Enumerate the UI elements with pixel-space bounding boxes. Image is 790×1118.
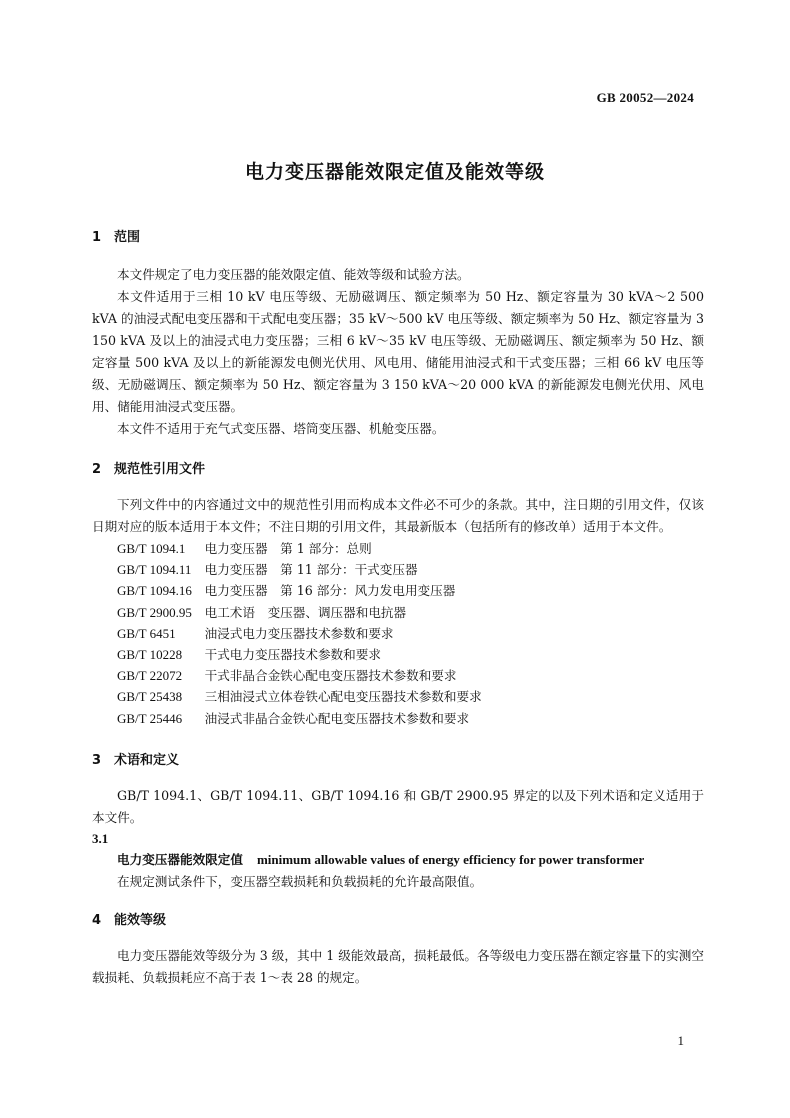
section-number: 1 [92,230,102,245]
section-number: 2 [92,462,102,477]
paragraph: GB/T 1094.1、GB/T 1094.11、GB/T 1094.16 和 GB/T 2900.95 界定的以及下列术语和定义适用于本文件。 [92,787,704,825]
section-2-heading [92,460,704,480]
section-title: 范围 [114,230,141,245]
reference-title: 电力变压器 第 1 部分：总则 [204,541,372,556]
term-heading [92,849,704,871]
reference-title: 三相油浸式立体卷铁心配电变压器技术参数和要求 [204,689,482,705]
reference-title: 电力变压器 第 16 部分：风力发电用变压器 [204,583,456,599]
reference-code: GB/T 1094.16 [117,583,192,599]
paragraph: 下列文件中的内容通过文中的规范性引用而构成本文件必不可少的条款。其中，注日期的引用文件，仅该日期对应的版本适用于本文件；不注日期的引用文件，其最新版本（包括所有的修改单）适用于本文件。 [92,497,704,534]
section-title: 术语和定义 [114,752,180,768]
section-3-heading [92,751,704,771]
reference-code: GB/T 25446 [117,710,183,726]
section-number: 4 [92,912,102,928]
reference-code: GB/T 6451 [117,625,176,641]
reference-title: 干式非晶合金铁心配电变压器技术参数和要求 [204,668,457,684]
reference-item [92,644,704,665]
reference-item [92,708,704,729]
reference-code: GB/T 25438 [117,689,183,705]
section-title: 能效等级 [114,912,167,928]
page-number: 1 [677,1033,684,1048]
section-title: 规范性引用文件 [114,462,206,477]
section-1-heading [92,228,704,248]
standard-number: GB 20052—2024 [596,90,694,105]
document-body [92,228,704,989]
reference-code: GB/T 22072 [117,668,183,684]
reference-code: GB/T 1094.11 [117,562,192,578]
paragraph: 本文件不适用于充气式变压器、塔筒变压器、机舱变压器。 [117,421,445,436]
reference-title: 油浸式电力变压器技术参数和要求 [204,625,394,641]
reference-code: GB/T 10228 [117,647,183,663]
paragraph: 电力变压器能效等级分为 3 级，其中 1 级能效最高，损耗最低。各等级电力变压器在额定容量下的实测空载损耗、负载损耗应不高于表 1～表 28 的规定。 [92,947,704,985]
reference-title: 干式电力变压器技术参数和要求 [204,647,381,663]
reference-title: 油浸式非晶合金铁心配电变压器技术参数和要求 [204,710,470,726]
term-english: minimum allowable values of energy efficiency for power transformer [256,851,645,867]
paragraph: 本文件适用于三相 10 kV 电压等级、无励磁调压、额定频率为 50 Hz、额定容量为 30 kVA～2 500 kVA 的油浸式配电变压器和干式配电变压器；35 kV～500 kV 电压等级、额定频率为 50 Hz、额定容量为 3 150 kVA 及以上的油浸式电力变压器；三相 6 kV～35 kV 电压等级、无励磁调压、额定频率为 50 Hz、额定容量 500 kVA 及以上的新能源发电侧光伏用、风电用、储能用油浸式和干式变压器；三相 66 kV 电压等级、无励磁调压、额定频率为 50 Hz、额定容量为 3 150 kVA～20 000 kVA 的新能源发电侧光伏用、风电用、储能用油浸式变压器。 [92,289,704,414]
reference-title: 电工术语 变压器、调压器和电抗器 [204,604,407,620]
reference-code: GB/T 2900.95 [117,604,192,620]
reference-code: GB/T 1094.1 [117,541,186,556]
term-number: 3.1 [92,830,109,846]
document-title: 电力变压器能效限定值及能效等级 [244,161,545,183]
term-chinese: 电力变压器能效限定值 [117,851,243,867]
section-number: 3 [92,752,102,768]
reference-item [92,538,704,559]
reference-item [92,580,704,601]
reference-item [92,686,704,707]
paragraph: 本文件规定了电力变压器的能效限定值、能效等级和试验方法。 [117,267,470,282]
term-definition: 在规定测试条件下，变压器空载损耗和负载损耗的允许最高限值。 [117,873,483,889]
section-4-heading [92,911,704,931]
reference-item [92,623,704,644]
reference-item [92,602,704,623]
reference-item [92,665,704,686]
reference-title: 电力变压器 第 11 部分：干式变压器 [204,562,418,578]
reference-item [92,559,704,580]
